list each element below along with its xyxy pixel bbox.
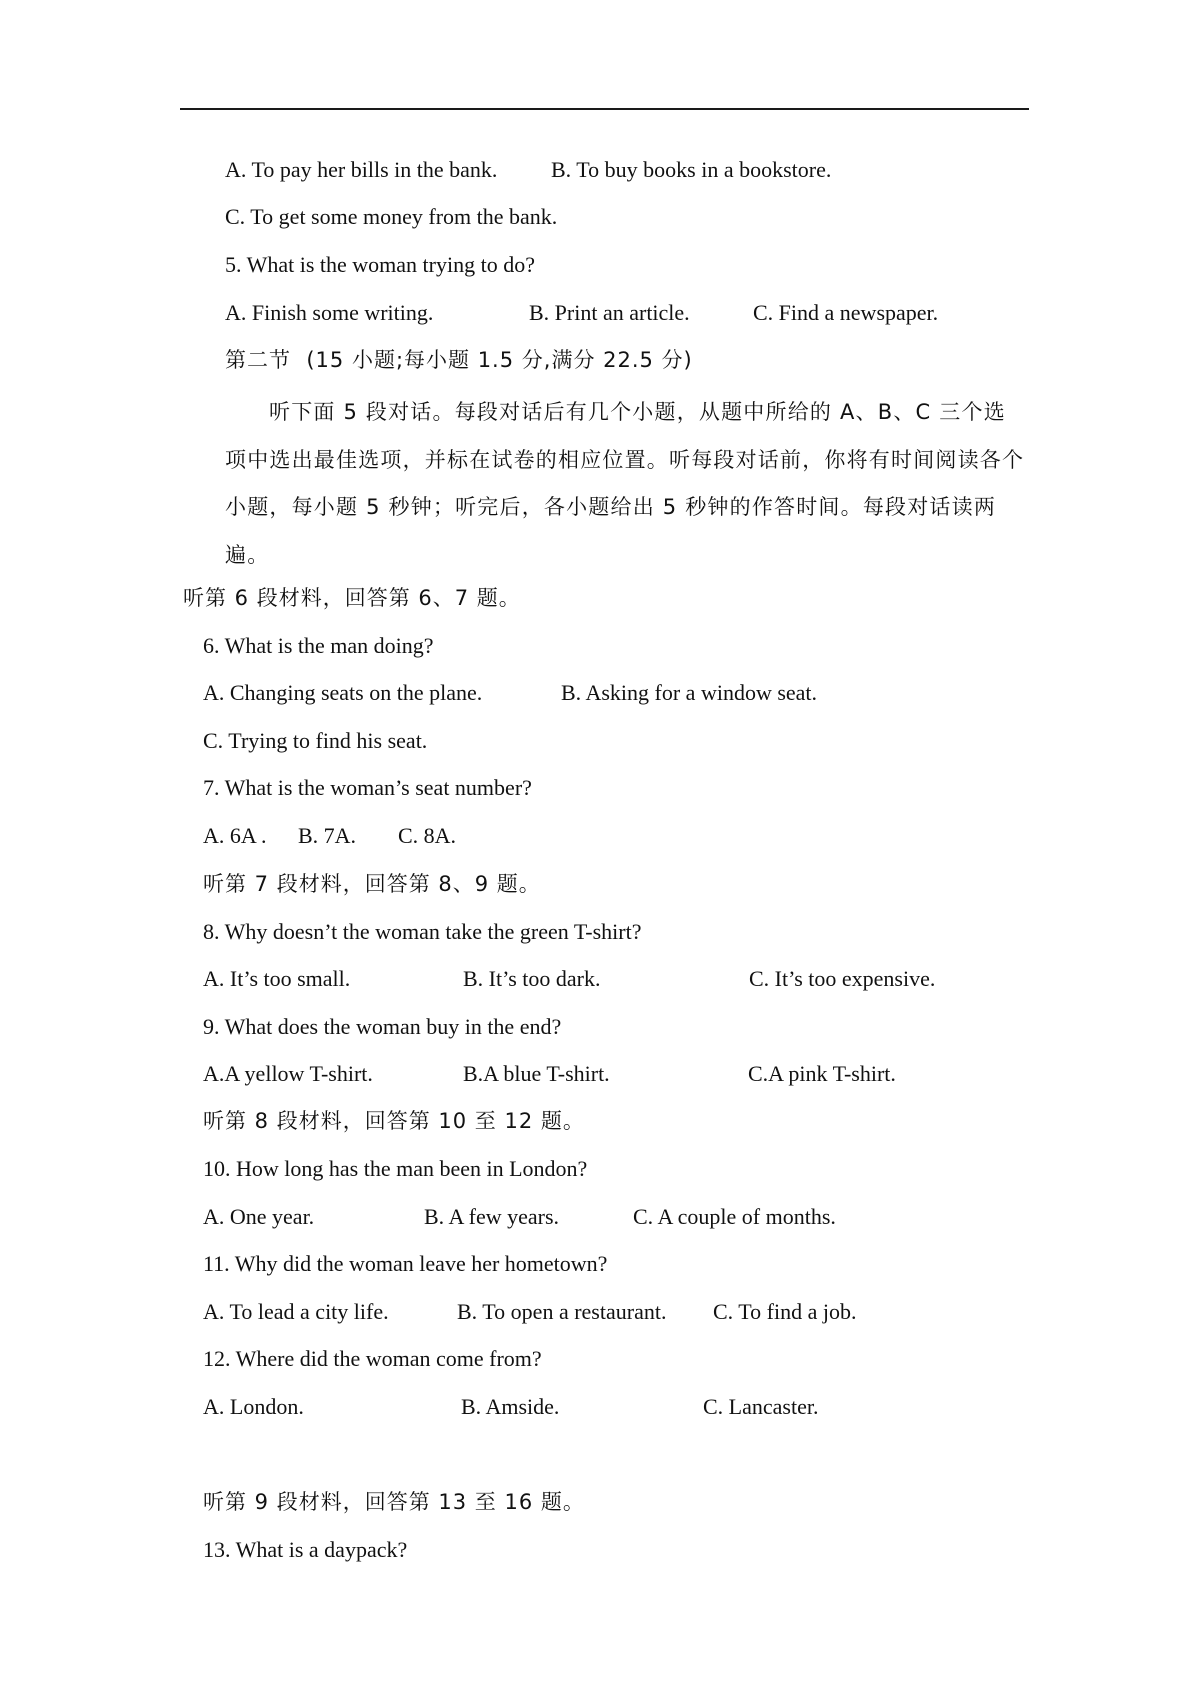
q10-option-c: C. A couple of months. bbox=[633, 1204, 836, 1229]
header-rule bbox=[180, 108, 1029, 110]
q10-option-b: B. A few years. bbox=[424, 1204, 560, 1229]
q8-option-a: A. It’s too small. bbox=[203, 966, 351, 991]
q12-option-a: A. London. bbox=[203, 1394, 304, 1419]
material-7-heading: 听第 7 段材料，回答第 8、9 题。 bbox=[203, 872, 541, 896]
q4-option-a: A. To pay her bills in the bank. bbox=[225, 157, 498, 182]
material-8-heading: 听第 8 段材料，回答第 10 至 12 题。 bbox=[203, 1109, 585, 1133]
section-title: 第二节 (15 小题;每小题 1.5 分,满分 22.5 分) bbox=[225, 348, 693, 372]
q6-option-b: B. Asking for a window seat. bbox=[561, 680, 818, 705]
q9-option-a: A.A yellow T-shirt. bbox=[203, 1061, 373, 1086]
q4-option-c: C. To get some money from the bank. bbox=[225, 204, 558, 229]
q5-option-c: C. Find a newspaper. bbox=[753, 300, 939, 325]
q11-question: 11. Why did the woman leave her hometown? bbox=[203, 1251, 608, 1276]
q10-question: 10. How long has the man been in London? bbox=[203, 1156, 588, 1181]
q7-option-c: C. 8A. bbox=[398, 823, 457, 848]
q8-option-b: B. It’s too dark. bbox=[463, 966, 601, 991]
q5-question: 5. What is the woman trying to do? bbox=[225, 252, 535, 277]
q8-option-c: C. It’s too expensive. bbox=[749, 966, 936, 991]
q12-question: 12. Where did the woman come from? bbox=[203, 1346, 542, 1371]
q7-question: 7. What is the woman’s seat number? bbox=[203, 775, 532, 800]
q6-option-a: A. Changing seats on the plane. bbox=[203, 680, 483, 705]
q5-option-b: B. Print an article. bbox=[529, 300, 690, 325]
q13-question: 13. What is a daypack? bbox=[203, 1537, 408, 1562]
q8-question: 8. Why doesn’t the woman take the green T-shirt? bbox=[203, 919, 642, 944]
section-instructions: 听下面 5 段对话。每段对话后有几个小题，从题中所给的 A、B、C 三个选项中选出最佳选项，并标在试卷的相应位置。听每段对话前，你将有时间阅读各个小题，每小题 5 秒钟；听完后，各小题给出 5 秒钟的作答时间。每段对话读两遍。 bbox=[225, 400, 1025, 567]
q11-option-b: B. To open a restaurant. bbox=[457, 1299, 667, 1324]
q10-option-a: A. One year. bbox=[203, 1204, 315, 1229]
q6-option-c: C. Trying to find his seat. bbox=[203, 728, 428, 753]
q11-option-a: A. To lead a city life. bbox=[203, 1299, 389, 1324]
material-9-heading: 听第 9 段材料，回答第 13 至 16 题。 bbox=[203, 1490, 585, 1514]
material-6-heading: 听第 6 段材料，回答第 6、7 题。 bbox=[183, 586, 521, 610]
q11-option-c: C. To find a job. bbox=[713, 1299, 857, 1324]
q12-option-b: B. Amside. bbox=[461, 1394, 560, 1419]
q6-question: 6. What is the man doing? bbox=[203, 633, 434, 658]
q5-option-a: A. Finish some writing. bbox=[225, 300, 434, 325]
q7-option-b: B. 7A. bbox=[298, 823, 357, 848]
q12-option-c: C. Lancaster. bbox=[703, 1394, 819, 1419]
q7-option-a: A. 6A . bbox=[203, 823, 267, 848]
q9-option-c: C.A pink T-shirt. bbox=[748, 1061, 896, 1086]
q4-option-b: B. To buy books in a bookstore. bbox=[551, 157, 832, 182]
q9-question: 9. What does the woman buy in the end? bbox=[203, 1014, 562, 1039]
q9-option-b: B.A blue T-shirt. bbox=[463, 1061, 610, 1086]
